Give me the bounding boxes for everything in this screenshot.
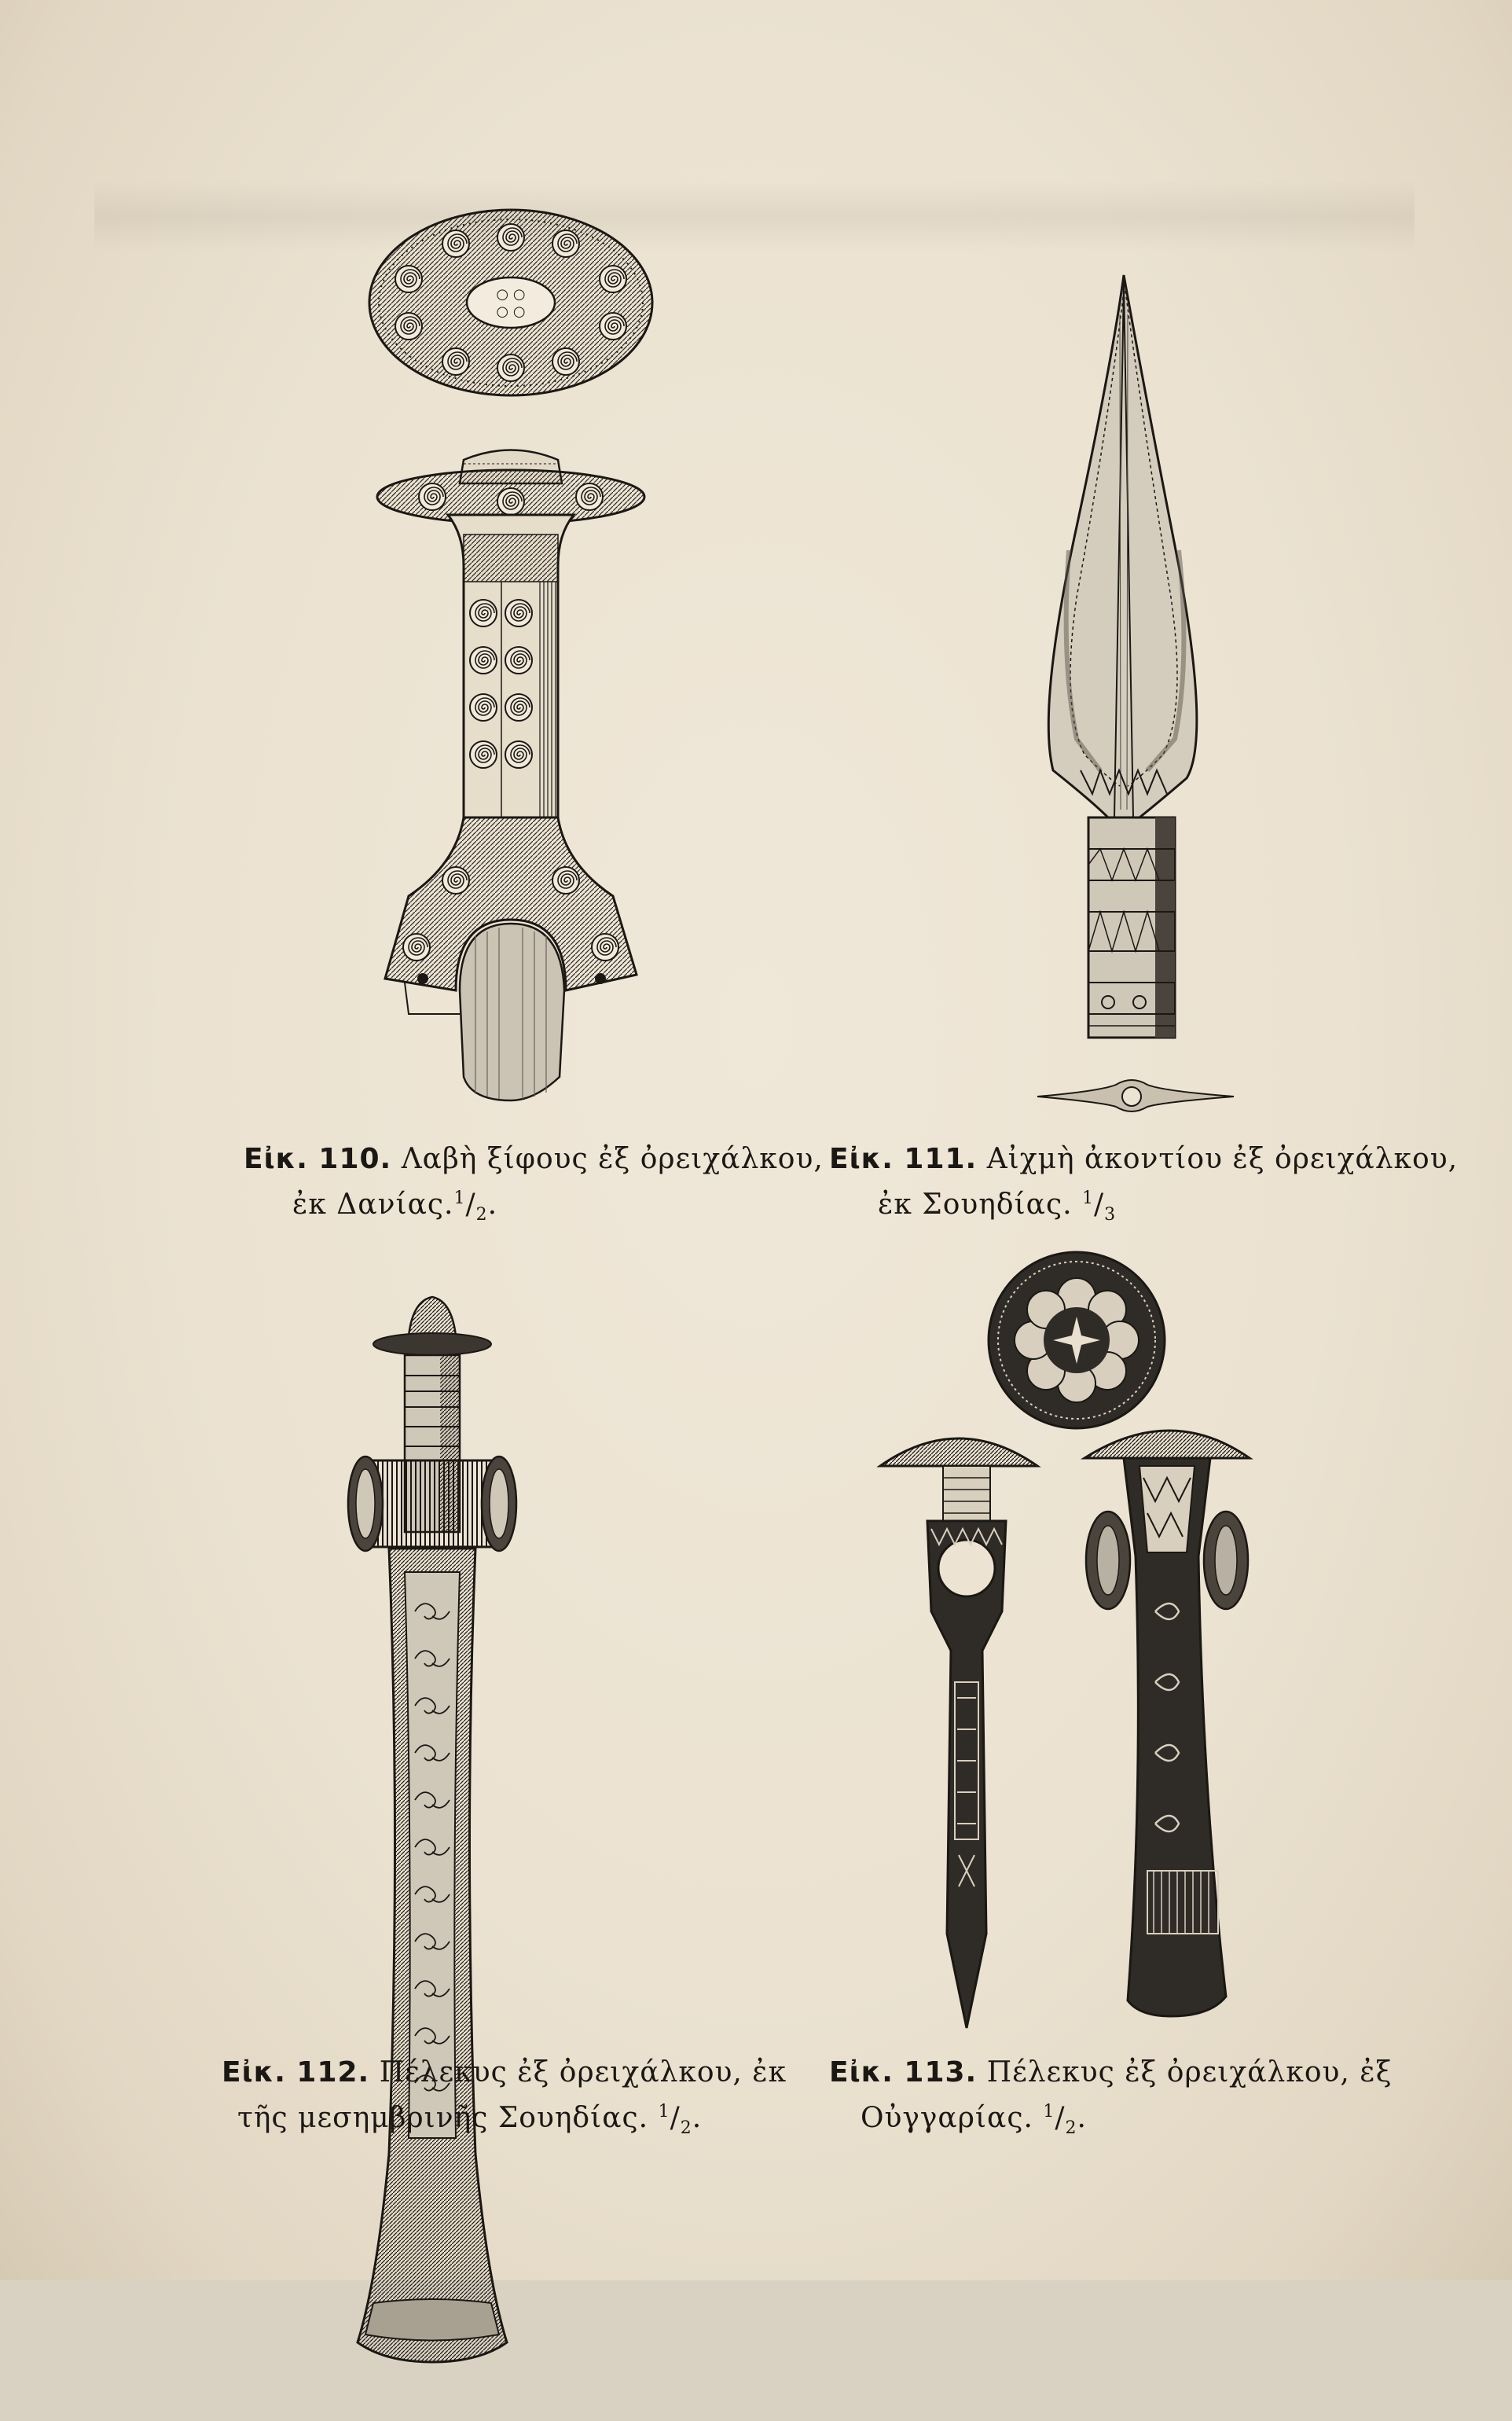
figure-113-origin: Οὐγγαρίας. [861,2102,1033,2134]
figure-112-caption: Εἰκ. 112. Πέλεκυς ἐξ ὀρειχάλκου, ἐκ τῆς μεσημβρινῆς Σουηδίας. $^1/_2$. [222,2056,787,2139]
figure-111-caption: Εἰκ. 111. Αἰχμὴ ἀκοντίου ἐξ ὀρειχάλκου, ἐκ Σουηδίας. $^1/_3$ [829,1143,1459,1225]
figure-112-title: Πέλεκυς ἐξ ὀρειχάλκου, ἐκ [379,2056,787,2089]
spearhead-engraving [1022,267,1242,1116]
figure-113-scale-den: 2 [1065,2118,1077,2139]
figure-113-title: Πέλεκυς ἐξ ὀρειχάλκου, ἐξ [986,2056,1393,2089]
figure-111-scale-num: 1 [1082,1188,1094,1208]
figure-113-scale-num: 1 [1043,2102,1055,2122]
figure-112-scale-den: 2 [680,2118,692,2139]
figure-112-illustration [338,1289,527,2421]
figure-110-scale-tail: . [487,1188,498,1221]
figure-112-label: Εἰκ. 112. [222,2056,370,2089]
figure-111-illustration [1022,267,1242,1116]
figure-110-caption: Εἰκ. 110. Λαβὴ ξίφους ἐξ ὀρειχάλκου, ἐκ $\Delta\alpha\nu ί\alpha\varsigma.^1/_2$. [244,1143,824,1225]
figure-113-label: Εἰκ. 113. [829,2056,978,2089]
figure-113-scale-tail: . [1077,2102,1087,2134]
figure-111-origin: ἐκ Σουηδίας. [878,1188,1073,1221]
sword-hilt-engraving [330,204,676,1116]
svg-text:○ ○: ○ ○ [496,286,526,303]
axes-113-engraving [872,1242,1312,2044]
figure-110-title: Λαβὴ ξίφους ἐξ ὀρειχάλκου, [401,1143,824,1175]
svg-text:○ ○: ○ ○ [496,303,526,320]
page-stain [94,181,1415,252]
figure-112-scale-num: 1 [658,2102,670,2122]
figure-112-origin: τῆς μεσημβρινῆς Σουηδίας. [237,2102,649,2134]
figure-113-illustration [872,1242,1312,2044]
figure-110-illustration [330,204,676,1116]
figure-110-label: Εἰκ. 110. [244,1143,392,1175]
figure-111-title: Αἰχμὴ ἀκοντίου ἐξ ὀρειχάλκου, [986,1143,1459,1175]
figure-110-scale-den: 2 [475,1205,488,1225]
figure-110-scale-num: 1 [453,1188,466,1208]
figure-111-scale-den: 3 [1104,1205,1117,1225]
figure-110-origin: ἐκ Δανίας. [292,1188,454,1221]
figure-113-caption: Εἰκ. 113. Πέλεκυς ἐξ ὀρειχάλκου, ἐξ Οὐγγαρίας. $^1/_2$. [829,2056,1393,2139]
figure-112-scale-tail: . [692,2102,703,2134]
axe-112-engraving [338,1289,527,2421]
figure-111-label: Εἰκ. 111. [829,1143,978,1175]
